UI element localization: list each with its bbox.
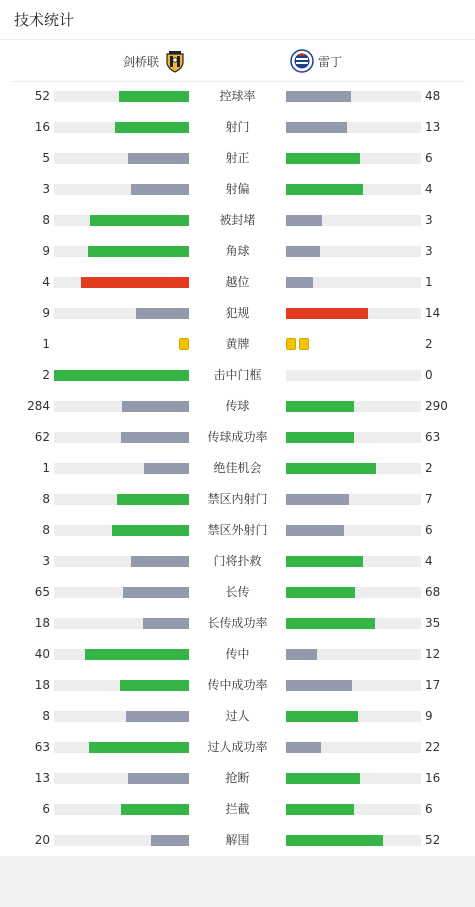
away-bar-track [286,804,421,815]
away-bar-track [286,587,421,598]
home-bar-track [54,277,189,288]
away-bar [286,618,375,629]
home-value: 9 [42,244,50,258]
home-bar-track [54,153,189,164]
away-value: 22 [425,740,441,754]
away-bar [286,587,355,598]
stat-row [0,640,475,671]
away-value: 2 [425,337,433,351]
stat-row [0,113,475,144]
home-team[interactable] [123,49,187,73]
home-value: 18 [34,678,50,692]
away-bar-track [286,463,421,474]
away-bar [286,246,320,257]
stat-label: 传中成功率 [207,678,268,692]
stat-label: 过人 [225,709,250,723]
home-value: 2 [42,368,50,382]
home-bar [123,587,189,598]
home-bar [131,184,189,195]
home-bar-track [54,432,189,443]
away-value: 68 [425,585,441,599]
away-bar-track [286,153,421,164]
stat-label: 禁区内射门 [207,492,268,506]
away-bar [286,215,322,226]
home-bar-track [54,618,189,629]
home-bar [144,463,189,474]
home-bar-track [54,835,189,846]
home-value: 8 [42,213,50,227]
away-bar-track [286,835,421,846]
away-bar-track [286,91,421,102]
away-bar-track [286,494,421,505]
stat-row [0,547,475,578]
away-value: 4 [425,182,433,196]
away-value: 7 [425,492,433,506]
away-yellow-cards [286,338,309,350]
stat-row [0,299,475,330]
reading-fc-crest-icon [290,49,314,73]
stat-label: 被封堵 [219,213,256,227]
yellow-card-icon [286,338,296,350]
home-value: 8 [42,523,50,537]
home-bar [115,122,189,133]
home-bar-track [54,401,189,412]
yellow-card-icon [299,338,309,350]
home-value: 1 [42,337,50,351]
away-bar [286,494,349,505]
away-bar-track [286,184,421,195]
away-bar [286,308,368,319]
away-bar [286,277,313,288]
stat-row [0,237,475,268]
away-value: 17 [425,678,441,692]
home-bar [117,494,189,505]
home-bar [151,835,189,846]
stat-row [0,330,475,361]
stat-label: 长传成功率 [207,616,268,630]
away-bar [286,401,354,412]
home-value: 4 [42,275,50,289]
home-value: 20 [34,833,50,847]
stat-rows [0,82,475,857]
stat-label: 禁区外射门 [207,523,268,537]
away-bar [286,804,354,815]
home-bar-track [54,711,189,722]
away-bar-track [286,773,421,784]
home-bar-track [54,742,189,753]
home-bar [131,556,189,567]
home-bar-track [54,91,189,102]
home-value: 284 [27,399,50,413]
home-bar-track [54,463,189,474]
away-bar-track [286,618,421,629]
yellow-card-icon [179,338,189,350]
home-bar [122,401,189,412]
home-value: 13 [34,771,50,785]
home-bar [112,525,189,536]
home-bar-track [54,184,189,195]
away-bar [286,463,376,474]
stat-label: 传球 [225,399,250,413]
home-yellow-cards [179,338,189,350]
stat-label: 抢断 [225,771,250,785]
home-bar [54,370,189,381]
away-team-name: 雷丁 [318,54,343,69]
stat-row [0,578,475,609]
home-bar [126,711,189,722]
stat-label: 绝佳机会 [213,461,262,475]
home-value: 63 [34,740,50,754]
away-bar [286,773,360,784]
away-value: 0 [425,368,433,382]
home-bar-track [54,246,189,257]
stat-label: 黄牌 [225,337,250,351]
away-value: 13 [425,120,441,134]
home-bar-track [54,215,189,226]
away-value: 290 [425,399,448,413]
home-value: 3 [42,182,50,196]
away-value: 6 [425,151,433,165]
away-bar-track [286,556,421,567]
away-value: 3 [425,244,433,258]
away-bar-track [286,649,421,660]
stat-row [0,268,475,299]
home-bar [128,773,189,784]
stat-label: 击中门框 [213,368,262,382]
home-bar [136,308,189,319]
home-value: 65 [34,585,50,599]
home-value: 8 [42,709,50,723]
home-value: 62 [34,430,50,444]
home-value: 16 [34,120,50,134]
away-bar [286,153,360,164]
home-bar [120,680,189,691]
away-bar [286,91,351,102]
stat-row [0,516,475,547]
away-value: 6 [425,802,433,816]
home-team-name: 剑桥联 [122,54,159,69]
away-bar-track [286,525,421,536]
away-value: 52 [425,833,441,847]
stat-row [0,795,475,826]
away-value: 35 [425,616,441,630]
away-value: 2 [425,461,433,475]
home-value: 18 [34,616,50,630]
away-value: 12 [425,647,441,661]
away-value: 16 [425,771,441,785]
stat-row [0,206,475,237]
stat-row [0,702,475,733]
away-value: 4 [425,554,433,568]
home-bar [85,649,189,660]
stat-label: 射偏 [225,182,250,196]
home-bar [90,215,189,226]
stat-label: 传球成功率 [207,430,268,444]
home-value: 40 [34,647,50,661]
home-bar [128,153,189,164]
away-bar [286,556,363,567]
home-bar [88,246,189,257]
stat-row [0,361,475,392]
away-bar-track [286,742,421,753]
stat-row [0,392,475,423]
stat-row [0,764,475,795]
home-value: 5 [42,151,50,165]
away-bar [286,835,383,846]
away-value: 14 [425,306,441,320]
home-bar [143,618,189,629]
stat-row [0,733,475,764]
away-value: 3 [425,213,433,227]
stat-label: 过人成功率 [207,740,268,754]
home-bar-track [54,773,189,784]
teams-header [10,40,465,82]
home-bar-track [54,370,189,381]
stat-row [0,423,475,454]
away-bar-track [286,215,421,226]
away-bar-track [286,401,421,412]
away-value: 6 [425,523,433,537]
stat-label: 射门 [225,120,250,134]
away-bar [286,680,352,691]
away-bar [286,432,354,443]
away-bar [286,742,321,753]
away-value: 1 [425,275,433,289]
stat-label: 角球 [225,244,250,258]
stat-row [0,175,475,206]
home-bar-track [54,804,189,815]
stat-label: 门将扑救 [213,554,262,568]
home-bar [119,91,189,102]
stat-row [0,454,475,485]
stat-row [0,82,475,113]
stat-label: 长传 [225,585,250,599]
stat-label: 拦截 [225,802,250,816]
away-bar-track [286,432,421,443]
away-value: 9 [425,709,433,723]
stat-row [0,144,475,175]
stat-label: 射正 [225,151,250,165]
stat-label: 传中 [225,647,250,661]
home-value: 1 [42,461,50,475]
cambridge-united-crest-icon [163,49,187,73]
away-bar-track [286,711,421,722]
stat-label: 越位 [225,275,250,289]
home-value: 8 [42,492,50,506]
stat-label: 控球率 [219,89,256,103]
page-title: 技术统计 [0,0,475,40]
home-value: 52 [34,89,50,103]
home-bar [81,277,189,288]
home-value: 9 [42,306,50,320]
away-bar-track [286,277,421,288]
away-bar-track [286,308,421,319]
stat-label: 解围 [225,833,250,847]
stat-row [0,609,475,640]
home-bar-track [54,494,189,505]
away-bar-track [286,680,421,691]
home-bar-track [54,556,189,567]
away-bar [286,711,358,722]
away-bar-track [286,246,421,257]
away-bar [286,525,344,536]
away-value: 63 [425,430,441,444]
away-bar [286,184,363,195]
home-bar-track [54,680,189,691]
away-value: 48 [425,89,441,103]
stat-row [0,485,475,516]
away-bar [286,649,317,660]
home-value: 6 [42,802,50,816]
home-bar-track [54,649,189,660]
home-value: 3 [42,554,50,568]
home-bar-track [54,308,189,319]
home-bar-track [54,122,189,133]
away-bar [286,122,347,133]
home-bar-track [54,525,189,536]
stat-row [0,826,475,857]
home-bar [89,742,189,753]
stat-row [0,671,475,702]
away-team[interactable] [290,49,342,73]
away-bar-track [286,122,421,133]
stat-label: 犯规 [225,306,250,320]
home-bar [121,804,189,815]
home-bar [121,432,189,443]
home-bar-track [54,587,189,598]
away-bar-track [286,370,421,381]
